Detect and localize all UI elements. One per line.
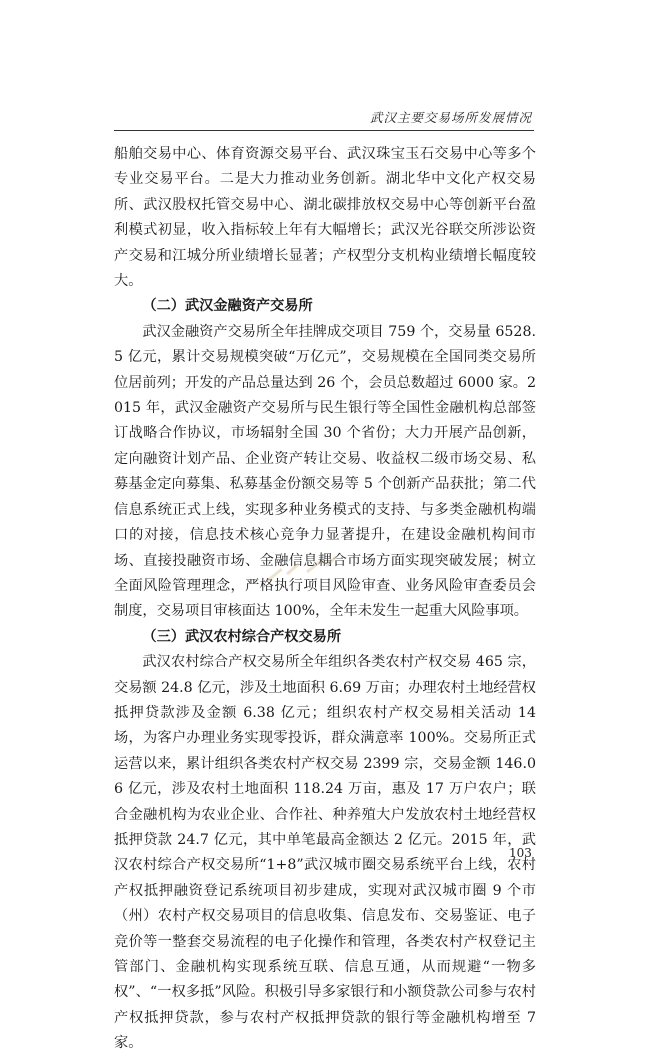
running-title: 武汉主要交易场所发展情况 (369, 110, 532, 125)
paragraph-financial-assets-exchange: 武汉金融资产交易所全年挂牌成交项目 759 个，交易量 6528.5 亿元，累计交易规模突破“万亿元”，交易规模在全国同类交易所位居前列；开发的产品总量达到 26 个，会员总数超过 6000 家。2015 年，武汉金融资产交易所与民生银行等全国性金融机构总部签订战略合作协议，市场辐射全国 30 个省份；大力开展产品创新，定向融资计划产品、企业资产转让交易、收益权二级市场交易、私募基金定向募集、私募基金份额交易等 5 个创新产品获批；第二代信息系统正式上线，实现多种业务模式的支持、与多类金融机构端口的对接，信息技术核心竞争力显著提升，在建设金融机构间市场、直接投融资市场、金融信息耦合市场方面实现突破发展；树立全面风险管理理念，严格执行项目风险审查、业务风险审查委员会制度，交易项目审核面达 100%，全年未发生一起重大风险事项。 (114, 323, 536, 620)
page-body (114, 142, 536, 1057)
paragraph-rural-property-exchange: 武汉农村综合产权交易所全年组织各类农村产权交易 465 宗，交易额 24.8 亿元，涉及土地面积 6.69 万亩；办理农村土地经营权抵押贷款涉及金额 6.38 亿元；组织农村产权交易相关活动 14 场，为客户办理业务实现零投诉，群众满意率 100%。交易所正式运营以来，累计组织各类农村产权交易 2399 宗，交易金额 146.06 亿元，涉及农村土地面积 118.24 万亩，惠及 17 万户农户；联合金融机构为农业企业、合作社、种养殖大户发放农村土地经营权抵押贷款 24.7 亿元，其中单笔最高金额达 2 亿元。2015 年，武汉农村综合产权交易所“1+8”武汉城市圈交易系统平台上线，农村产权抵押融资登记系统项目初步建成，实现对武汉城市圈 9 个市（州）农村产权交易项目的信息收集、信息发布、交易鉴证、电子竞价等一整套交易流程的电子化操作和管理，各类农村产权登记主管部门、金融机构实现系统互联、信息互通，从而规避“一物多权”、“一权多抵”风险。积极引导多家银行和小额贷款公司参与农村产权抵押贷款，参与农村产权抵押贷款的银行等金融机构增至 7 家。 (114, 654, 536, 1052)
section-heading-rural-property-exchange: （三）武汉农村综合产权交易所 (142, 628, 342, 645)
running-header (114, 108, 534, 131)
paragraph-intro-continuation: 船舶交易中心、体育资源交易平台、武汉珠宝玉石交易中心等多个专业交易平台。二是大力推动业务创新。湖北华中文化产权交易所、武汉股权托管交易中心、湖北碳排放权交易中心等创新平台盈利模式初显，收入指标较上年有大幅增长；武汉光谷联交所涉讼资产交易和江城分所业绩增长显著；产权型分支机构业绩增长幅度较大。 (114, 146, 536, 290)
page-number: 103 (509, 846, 532, 860)
section-heading-financial-assets-exchange: （二）武汉金融资产交易所 (142, 298, 313, 315)
